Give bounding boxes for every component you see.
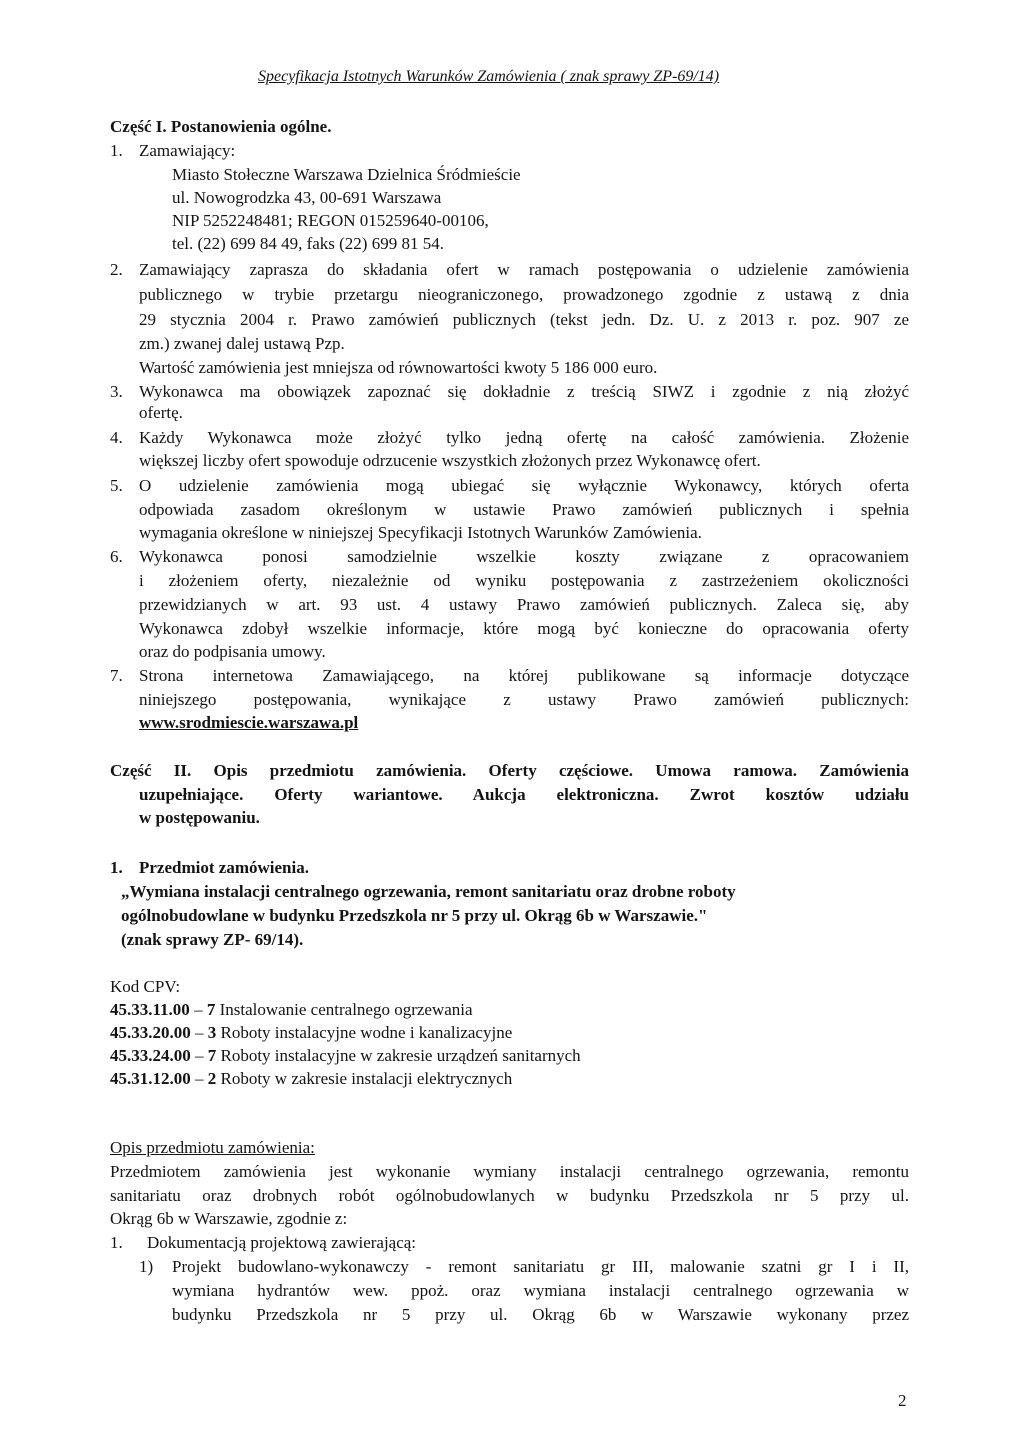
- cpv-separator: –: [190, 1069, 208, 1088]
- part-2-title-line: Część II. Opis przedmiotu zamówienia. Oferty częściowe. Umowa ramowa. Zamówienia: [110, 761, 909, 780]
- item-7-line: Strona internetowa Zamawiającego, na której publikowane są informacje dotyczące: [139, 666, 909, 685]
- cpv-number: 2: [207, 1069, 217, 1088]
- item-6-line: i złożeniem oferty, niezależnie od wyniku postępowania z zastrzeżeniem okoliczności: [139, 571, 909, 590]
- part-1-title: Część I. Postanowienia ogólne.: [110, 117, 332, 136]
- item-3-line: ofertę.: [139, 403, 183, 422]
- cpv-code: 45.33.24.00: [110, 1046, 191, 1065]
- address-line: Miasto Stołeczne Warszawa Dzielnica Śródmieście: [172, 165, 521, 184]
- address-line: ul. Nowogrodzka 43, 00-691 Warszawa: [172, 188, 442, 207]
- subject-number: 1.: [110, 858, 123, 877]
- documentation-item-line: wymiana hydrantów wew. ppoż. oraz wymiana instalacji centralnego ogrzewania w: [172, 1281, 909, 1300]
- cpv-separator: –: [190, 1023, 208, 1042]
- part-2-title-line: uzupełniające. Oferty wariantowe. Aukcja elektroniczna. Zwrot kosztów udziału: [139, 785, 909, 804]
- address-line: NIP 5252248481; REGON 015259640-00106,: [172, 211, 489, 230]
- item-5-line: wymagania określone w niniejszej Specyfikacji Istotnych Warunków Zamówienia.: [139, 523, 702, 542]
- description-line: sanitariatu oraz drobnych robót ogólnobudowlanych w budynku Przedszkola nr 5 przy ul.: [110, 1186, 909, 1205]
- website-link[interactable]: www.srodmiescie.warszawa.pl: [139, 713, 359, 732]
- cpv-row: [110, 1045, 581, 1067]
- subject-line: „Wymiana instalacji centralnego ogrzewania, remont sanitariatu oraz drobne roboty: [121, 882, 736, 901]
- item-3-number: 3.: [110, 382, 123, 401]
- item-4-line: Każdy Wykonawca może złożyć tylko jedną ofertę na całość zamówienia. Złożenie: [139, 428, 909, 447]
- item-1-label: Zamawiający:: [139, 141, 236, 160]
- subject-heading: Przedmiot zamówienia.: [139, 858, 309, 877]
- item-7-line: niniejszego postępowania, wynikające z ustawy Prawo zamówień publicznych:: [139, 690, 909, 709]
- item-5-number: 5.: [110, 476, 123, 495]
- page-number: 2: [898, 1391, 907, 1410]
- cpv-description: Roboty instalacyjne wodne i kanalizacyjne: [216, 1023, 513, 1042]
- item-6-number: 6.: [110, 547, 123, 566]
- item-7-number: 7.: [110, 666, 123, 685]
- subject-line: ogólnobudowlane w budynku Przedszkola nr 5 przy ul. Okrąg 6b w Warszawie.": [121, 906, 708, 925]
- description-line: Okrąg 6b w Warszawie, zgodnie z:: [110, 1209, 348, 1228]
- cpv-description: Roboty w zakresie instalacji elektrycznych: [216, 1069, 513, 1088]
- item-2-line: Zamawiający zaprasza do składania ofert w ramach postępowania o udzielenie zamówienia: [139, 260, 909, 279]
- cpv-row: [110, 1068, 512, 1090]
- item-2-line: publicznego w trybie przetargu nieograniczonego, prowadzonego zgodnie z ustawą z dnia: [139, 285, 909, 304]
- cpv-separator: –: [189, 1000, 207, 1019]
- document-header: Specyfikacja Istotnych Warunków Zamówienia ( znak sprawy ZP-69/14): [258, 68, 720, 85]
- cpv-row: [110, 1022, 512, 1044]
- item-1-number: 1.: [110, 141, 123, 160]
- address-line: tel. (22) 699 84 49, faks (22) 699 81 54.: [172, 234, 444, 253]
- item-4-line: większej liczby ofert spowoduje odrzucenie wszystkich złożonych przez Wykonawcę ofert.: [139, 451, 761, 470]
- item-5-line: odpowiada zasadom określonym w ustawie Prawo zamówień publicznych i spełnia: [139, 500, 909, 519]
- item-6-line: przewidzianych w art. 93 ust. 4 ustawy Prawo zamówień publicznych. Zaleca się, aby: [139, 595, 909, 614]
- cpv-code: 45.31.12.00: [110, 1069, 191, 1088]
- item-4-number: 4.: [110, 428, 123, 447]
- item-2-line: zm.) zwanej dalej ustawą Pzp.: [139, 334, 345, 353]
- item-6-line: Wykonawca ponosi samodzielnie wszelkie koszty związane z opracowaniem: [139, 547, 909, 566]
- cpv-description: Instalowanie centralnego ogrzewania: [215, 1000, 473, 1019]
- description-line: Przedmiotem zamówienia jest wykonanie wymiany instalacji centralnego ogrzewania, remontu: [110, 1162, 909, 1181]
- cpv-code: 45.33.11.00: [110, 1000, 190, 1019]
- cpv-label: Kod CPV:: [110, 977, 181, 996]
- item-3-line: Wykonawca ma obowiązek zapoznać się dokładnie z treścią SIWZ i zgodnie z nią złożyć: [139, 382, 909, 401]
- cpv-separator: –: [190, 1046, 208, 1065]
- part-2-title-line: w postępowaniu.: [139, 808, 260, 827]
- cpv-number: 7: [207, 1046, 217, 1065]
- documentation-item-line: budynku Przedszkola nr 5 przy ul. Okrąg 6b w Warszawie wykonany przez: [172, 1305, 909, 1324]
- cpv-description: Roboty instalacyjne w zakresie urządzeń sanitarnych: [216, 1046, 581, 1065]
- cpv-code: 45.33.20.00: [110, 1023, 191, 1042]
- documentation-number: 1.: [110, 1233, 123, 1252]
- documentation-item-line: Projekt budowlano-wykonawczy - remont sanitariatu gr III, malowanie szatni gr I i II,: [172, 1257, 909, 1276]
- cpv-number: 7: [206, 1000, 216, 1019]
- item-2-number: 2.: [110, 260, 123, 279]
- item-2-line: 29 stycznia 2004 r. Prawo zamówień publicznych (tekst jedn. Dz. U. z 2013 r. poz. 907 ze: [139, 310, 909, 329]
- item-6-line: oraz do podpisania umowy.: [139, 642, 326, 661]
- cpv-row: [110, 999, 473, 1021]
- subject-line: (znak sprawy ZP- 69/14).: [121, 930, 304, 949]
- documentation-item-number: 1): [139, 1257, 154, 1276]
- description-heading: Opis przedmiotu zamówienia:: [110, 1138, 315, 1157]
- item-5-line: O udzielenie zamówienia mogą ubiegać się wyłącznie Wykonawcy, których oferta: [139, 476, 909, 495]
- documentation-heading: Dokumentacją projektową zawierającą:: [147, 1233, 417, 1252]
- item-6-line: Wykonawca zdobył wszelkie informacje, które mogą być konieczne do opracowania oferty: [139, 619, 909, 638]
- cpv-number: 3: [207, 1023, 217, 1042]
- item-2-value-note: Wartość zamówienia jest mniejsza od równowartości kwoty 5 186 000 euro.: [139, 358, 658, 377]
